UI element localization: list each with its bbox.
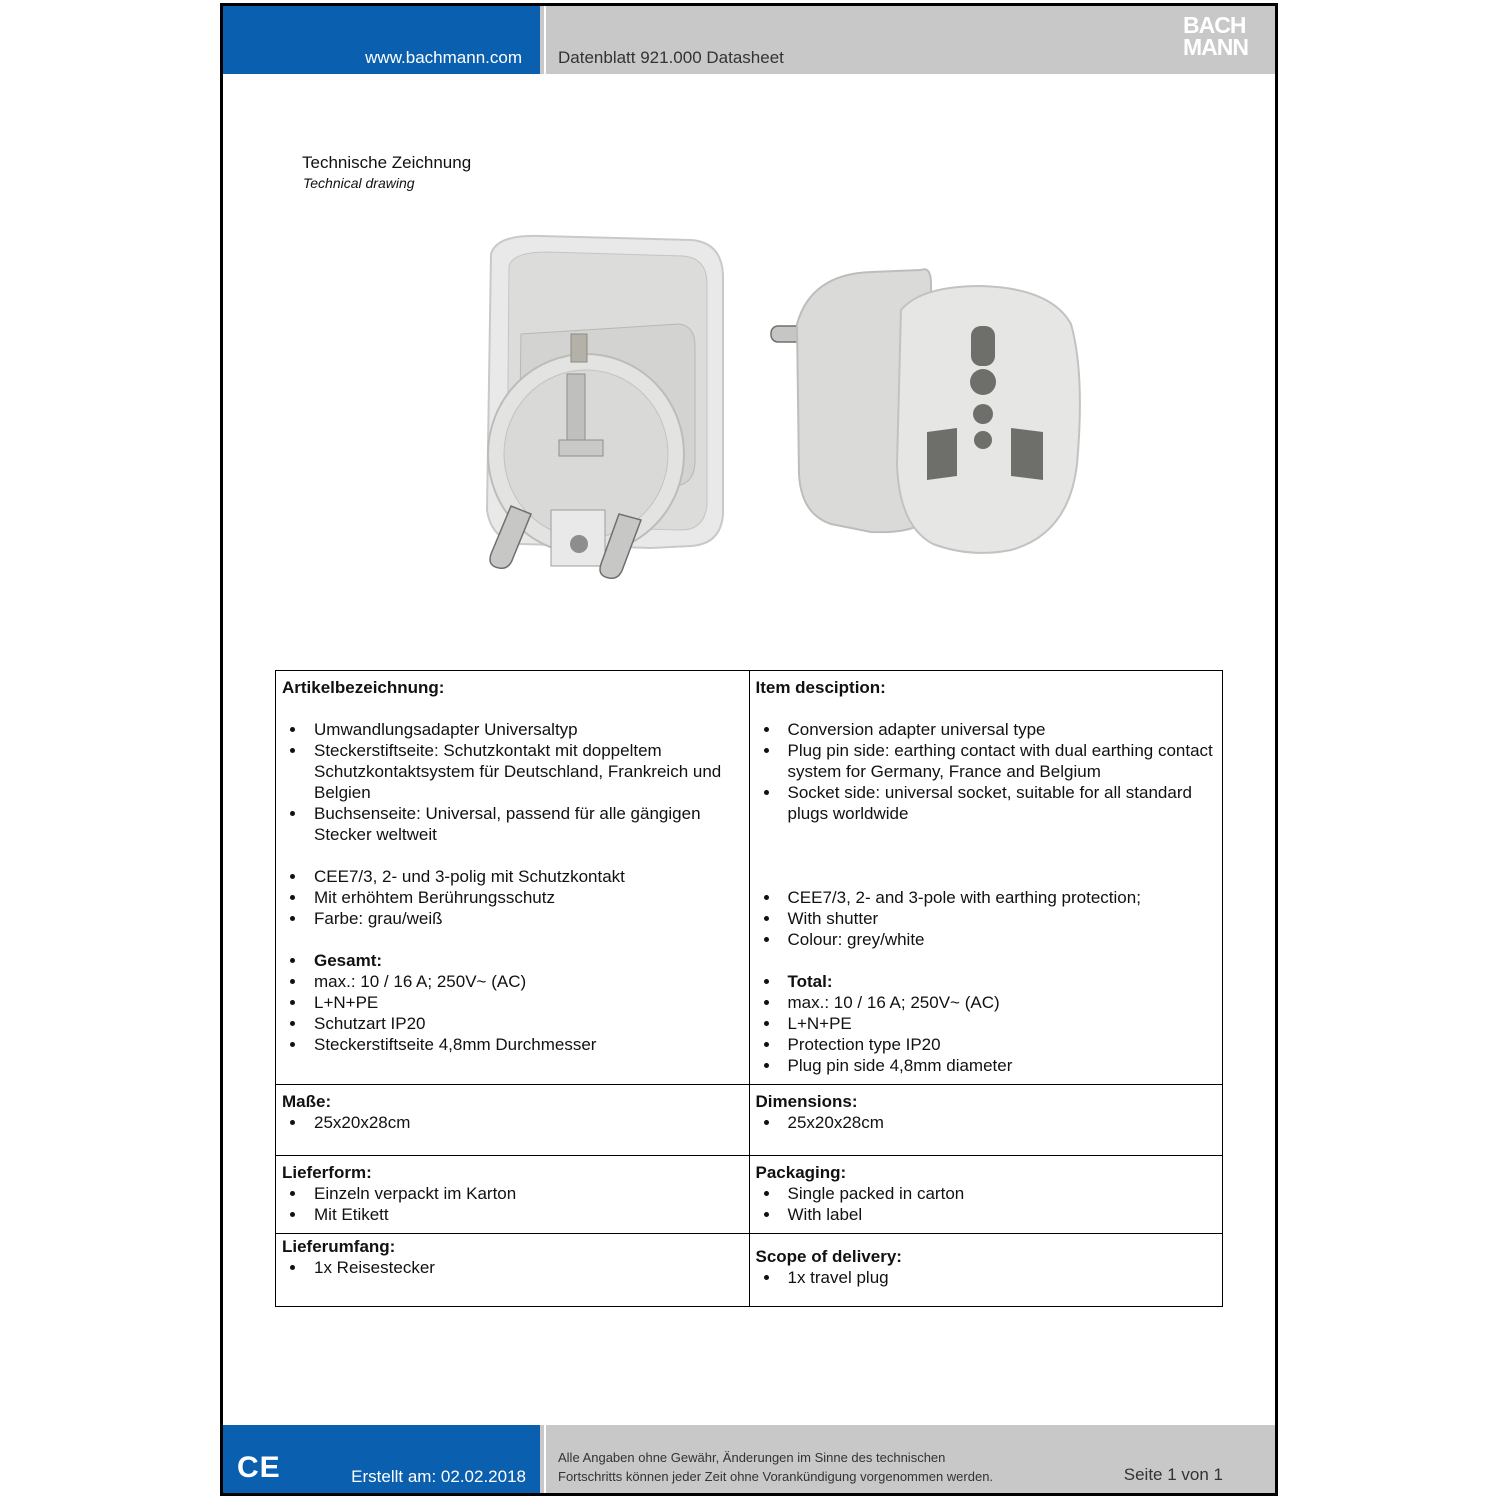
list-item-title: Total: <box>756 971 1215 992</box>
product-photo <box>451 214 1103 586</box>
drawing-subtitle: Technical drawing <box>303 175 415 191</box>
list-item: CEE7/3, 2- and 3-pole with earthing protection; <box>756 887 1215 908</box>
list-item: Conversion adapter universal type <box>756 719 1215 740</box>
footer-date-band <box>223 1425 540 1493</box>
drawing-title: Technische Zeichnung <box>302 153 472 172</box>
list-item: 1x Reisestecker <box>282 1257 741 1278</box>
list-item: L+N+PE <box>282 992 741 1013</box>
cell-en-dimensions <box>749 1085 1223 1156</box>
list-item: L+N+PE <box>756 1013 1215 1034</box>
cell-en-packaging <box>749 1156 1223 1234</box>
list-item: Colour: grey/white <box>756 929 1215 950</box>
table-row-scope <box>276 1234 1223 1307</box>
section-heading: Lieferform: <box>282 1163 372 1182</box>
page-number: Seite 1 von 1 <box>1123 1465 1223 1484</box>
list-item: With shutter <box>756 908 1215 929</box>
list-item: With label <box>756 1204 1215 1225</box>
section-heading: Item desciption: <box>755 678 886 697</box>
list-item: Buchsenseite: Universal, passend für alle gängigen Stecker weltweit <box>282 803 741 845</box>
spec-table <box>275 670 1223 1307</box>
list-item: 25x20x28cm <box>282 1112 741 1133</box>
datasheet-page <box>220 3 1278 1496</box>
cell-en-description <box>749 671 1223 1085</box>
list-item: Steckerstiftseite: Schutzkontakt mit doppeltem Schutzkontaktsystem für Deutschland, Frankreich und Belgien <box>282 740 741 803</box>
footer-disclaimer-band <box>540 1425 1275 1493</box>
list-item: Umwandlungsadapter Universaltyp <box>282 719 741 740</box>
table-row-packaging <box>276 1156 1223 1234</box>
bachmann-logo: BACH MANN <box>1183 12 1248 60</box>
footer-divider <box>544 1425 546 1493</box>
disclaimer: Alle Angaben ohne Gewähr, Änderungen im Sinne des technischen Fortschritts können jeder Zeit ohne Vorankündigung vorgenommen werden. <box>558 1450 994 1484</box>
cell-de-dimensions <box>276 1085 750 1156</box>
list-item: Plug pin side 4,8mm diameter <box>756 1055 1215 1076</box>
table-row-dimensions <box>276 1085 1223 1156</box>
list-item: Schutzart IP20 <box>282 1013 741 1034</box>
section-heading: Packaging: <box>755 1163 847 1182</box>
table-row-description <box>276 671 1223 1085</box>
list-item: CEE7/3, 2- und 3-polig mit Schutzkontakt <box>282 866 741 887</box>
website-link[interactable]: www.bachmann.com <box>365 48 522 67</box>
list-item: Protection type IP20 <box>756 1034 1215 1055</box>
list-item: Single packed in carton <box>756 1183 1215 1204</box>
list-item: Mit erhöhtem Berührungsschutz <box>282 887 741 908</box>
list-item: max.: 10 / 16 A; 250V~ (AC) <box>756 992 1215 1013</box>
section-heading: Maße: <box>282 1092 332 1111</box>
list-item: Plug pin side: earthing contact with dual earthing contact system for Germany, France and Belgium <box>756 740 1215 782</box>
cell-en-scope <box>749 1234 1223 1307</box>
cell-de-scope <box>276 1234 750 1307</box>
list-item: Einzeln verpackt im Karton <box>282 1183 741 1204</box>
header-divider <box>544 6 546 74</box>
ce-mark-icon: CE <box>237 1451 281 1484</box>
list-item: max.: 10 / 16 A; 250V~ (AC) <box>282 971 741 992</box>
list-item: Socket side: universal socket, suitable for all standard plugs worldwide <box>756 782 1215 824</box>
section-heading: Scope of delivery: <box>755 1247 902 1266</box>
header-title-band <box>540 6 1275 74</box>
created-date: Erstellt am: 02.02.2018 <box>351 1467 526 1486</box>
header-url-band <box>223 6 540 74</box>
list-item: Steckerstiftseite 4,8mm Durchmesser <box>282 1034 741 1055</box>
cell-de-packaging <box>276 1156 750 1234</box>
list-item-title: Gesamt: <box>282 950 741 971</box>
list-item: 25x20x28cm <box>756 1112 1215 1133</box>
list-item: Farbe: grau/weiß <box>282 908 741 929</box>
list-item: 1x travel plug <box>756 1267 1215 1288</box>
section-heading: Lieferumfang: <box>282 1237 396 1256</box>
list-item: Mit Etikett <box>282 1204 741 1225</box>
section-heading: Artikelbezeichnung: <box>282 678 445 697</box>
datasheet-title: Datenblatt 921.000 Datasheet <box>558 48 784 67</box>
section-heading: Dimensions: <box>755 1092 858 1111</box>
cell-de-description <box>276 671 750 1085</box>
